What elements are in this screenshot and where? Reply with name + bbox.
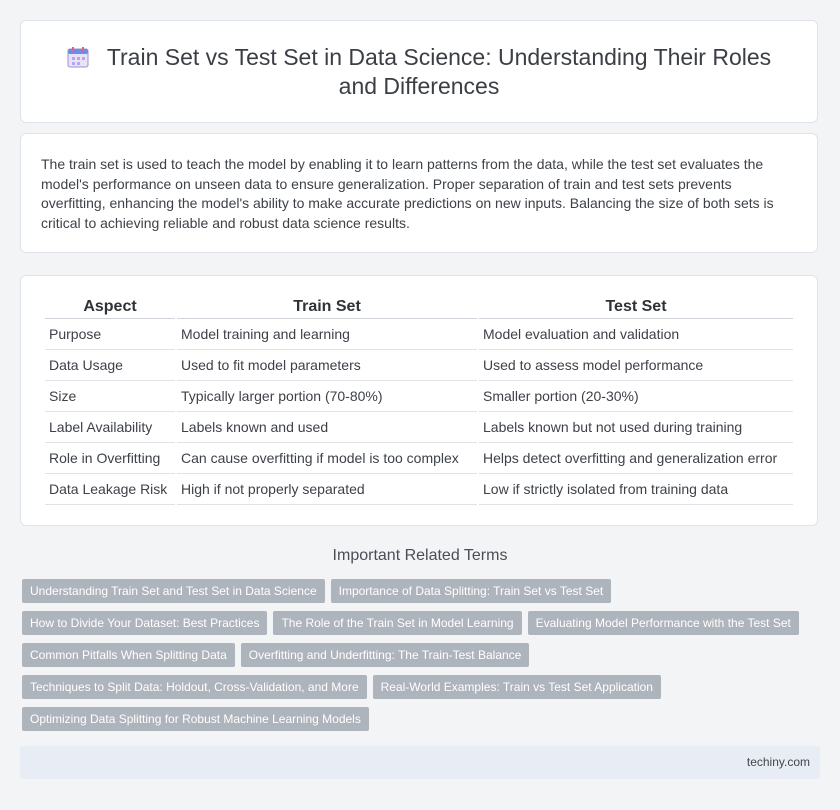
page-title: Train Set vs Test Set in Data Science: Understanding Their Roles and Differences [106, 44, 772, 99]
related-term-tag[interactable]: How to Divide Your Dataset: Best Practices [22, 611, 267, 635]
header-train-set: Train Set [177, 296, 477, 319]
related-term-tag[interactable]: Techniques to Split Data: Holdout, Cross-Validation, and More [22, 675, 367, 699]
table-row [45, 350, 793, 381]
cell-test: Smaller portion (20-30%) [479, 381, 793, 412]
cell-train: Used to fit model parameters [177, 350, 477, 381]
comparison-table [43, 296, 795, 505]
related-term-tag[interactable]: The Role of the Train Set in Model Learning [273, 611, 521, 635]
cell-aspect: Role in Overfitting [45, 443, 175, 474]
related-terms-heading: Important Related Terms [332, 547, 508, 564]
related-terms-list [22, 579, 812, 739]
related-term-tag[interactable]: Importance of Data Splitting: Train Set vs Test Set [331, 579, 612, 603]
cell-test: Labels known but not used during training [479, 412, 793, 443]
title-card [20, 20, 818, 123]
cell-test: Helps detect overfitting and generalization error [479, 443, 793, 474]
table-row [45, 381, 793, 412]
related-term-tag[interactable]: Real-World Examples: Train vs Test Set Application [373, 675, 661, 699]
table-header-row [45, 296, 793, 319]
cell-train: Typically larger portion (70-80%) [177, 381, 477, 412]
comparison-card [20, 275, 818, 526]
tag-row [22, 611, 812, 635]
table-row [45, 412, 793, 443]
cell-aspect: Size [45, 381, 175, 412]
tag-row [22, 707, 812, 731]
tag-row [22, 675, 812, 699]
cell-test: Model evaluation and validation [479, 319, 793, 350]
calendar-icon [67, 46, 89, 68]
intro-card [20, 133, 818, 253]
table-row [45, 319, 793, 350]
footer [20, 746, 820, 779]
cell-train: High if not properly separated [177, 474, 477, 505]
footer-site-link[interactable]: techiny.com [746, 755, 810, 769]
header-aspect: Aspect [45, 296, 175, 319]
cell-aspect: Data Usage [45, 350, 175, 381]
intro-paragraph: The train set is used to teach the model by enabling it to learn patterns from the data, while the test set evaluates the model's performance on unseen data to ensure generalization. Proper separation of train and test sets prevents overfitting, enhancing the model's ability to make accurate predictions on new inputs. Balancing the size of both sets is critical to achieving reliable and robust data science results. [41, 156, 774, 231]
related-term-tag[interactable]: Understanding Train Set and Test Set in Data Science [22, 579, 325, 603]
related-term-tag[interactable]: Optimizing Data Splitting for Robust Machine Learning Models [22, 707, 369, 731]
related-term-tag[interactable]: Evaluating Model Performance with the Test Set [528, 611, 799, 635]
table-row [45, 474, 793, 505]
tag-row [22, 579, 812, 603]
cell-train: Labels known and used [177, 412, 477, 443]
cell-train: Model training and learning [177, 319, 477, 350]
cell-aspect: Data Leakage Risk [45, 474, 175, 505]
related-term-tag[interactable]: Common Pitfalls When Splitting Data [22, 643, 235, 667]
cell-test: Used to assess model performance [479, 350, 793, 381]
header-test-set: Test Set [479, 296, 793, 319]
cell-aspect: Label Availability [45, 412, 175, 443]
cell-aspect: Purpose [45, 319, 175, 350]
related-term-tag[interactable]: Overfitting and Underfitting: The Train-Test Balance [241, 643, 530, 667]
cell-test: Low if strictly isolated from training data [479, 474, 793, 505]
page-title-wrap [61, 43, 777, 101]
tag-row [22, 643, 812, 667]
table-row [45, 443, 793, 474]
cell-train: Can cause overfitting if model is too complex [177, 443, 477, 474]
